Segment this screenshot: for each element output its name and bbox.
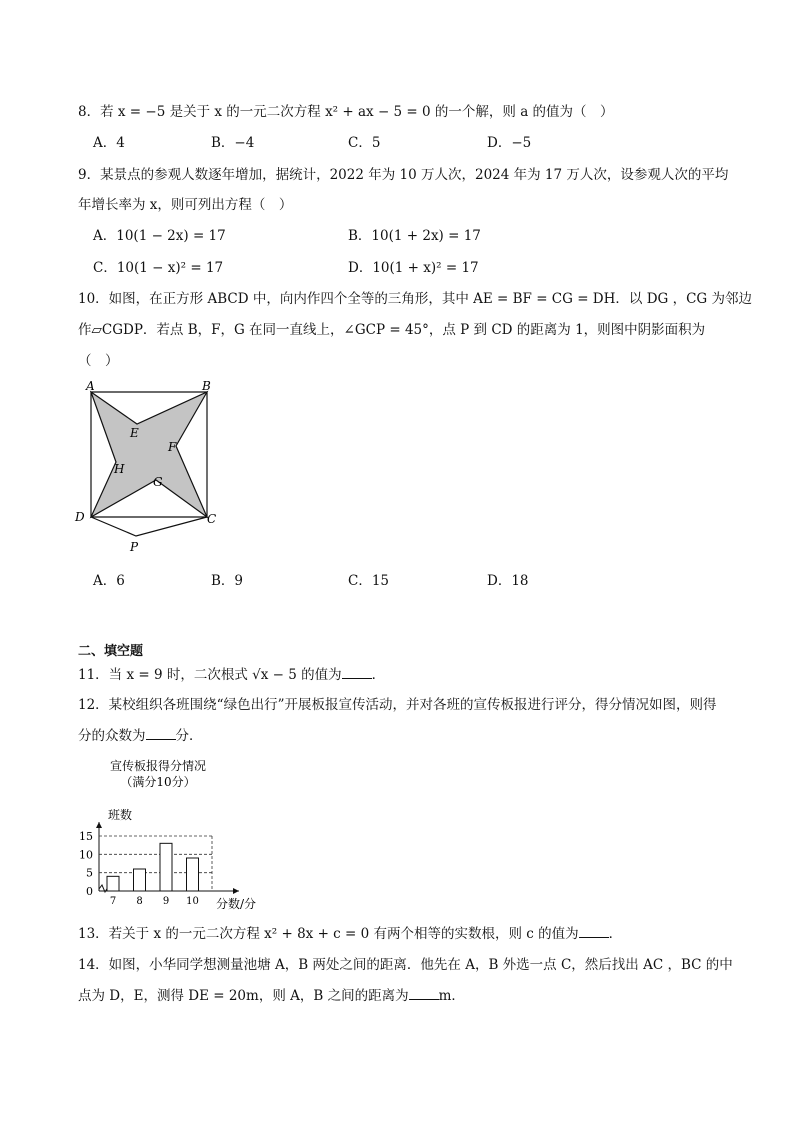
- q11-text: [78, 666, 385, 684]
- q9-option-a: A．10(1 − 2x) = 17: [93, 228, 226, 244]
- q12-line2: [78, 727, 203, 745]
- bar-chart: [72, 756, 272, 916]
- x-tick-label: 10: [186, 896, 199, 907]
- q12-line2-after: 分．: [175, 728, 203, 744]
- bar-10: [187, 858, 199, 891]
- q9-stem-line1: 9．某景点的参观人数逐年增加，据统计，2022 年为 10 万人次，2024 年为 17 万人次，设参观人次的平均: [78, 167, 729, 183]
- chart-subtitle: （满分10分）: [120, 775, 196, 789]
- y-tick-label: 0: [86, 885, 93, 898]
- q11-answer-blank[interactable]: [342, 666, 372, 679]
- q14-answer-blank[interactable]: [409, 987, 439, 1000]
- bar-7: [107, 876, 119, 891]
- q8-stem: 8．若 x = −5 是关于 x 的一元二次方程 x² + ax − 5 = 0 的一个解，则 a 的值为（ ）: [78, 104, 614, 120]
- q10-option-c: C．15: [348, 573, 390, 589]
- x-tick-label: 9: [162, 896, 170, 907]
- chart-xlabel: 分数/分: [216, 897, 257, 911]
- q14-line2-before: 点为 D，E，测得 DE = 20m，则 A，B 之间的距离为: [78, 988, 409, 1004]
- label-d: D: [75, 510, 85, 524]
- parallelogram-cgdp: [91, 517, 207, 536]
- q13-text-after: ．: [608, 926, 623, 942]
- q12-line2-before: 分的众数为: [78, 728, 146, 744]
- bar-9: [160, 843, 172, 891]
- q10-figure: [70, 380, 230, 555]
- y-axis-arrow: [96, 822, 102, 828]
- x-tick-label: 8: [136, 896, 143, 907]
- y-tick-label: 5: [86, 866, 93, 880]
- q14-line1: 14．如图，小华同学想测量池塘 A，B 两处之间的距离．他先在 A，B 外选一点 C，然后找出 AC ，BC 的中: [78, 957, 733, 973]
- section-title-fill-in: 二、填空题: [78, 644, 144, 659]
- q8-option-d: D．−5: [487, 135, 532, 151]
- x-axis-arrow: [233, 888, 239, 894]
- q10-option-a: A．6: [93, 573, 125, 589]
- q10-stem-line1: 10．如图，在正方形 ABCD 中，向内作四个全等的三角形，其中 AE = BF = CG = DH．以 DG ，CG 为邻边: [78, 291, 753, 307]
- label-e: E: [130, 426, 139, 440]
- label-c: C: [207, 512, 217, 526]
- chart-ylabel: 班数: [108, 808, 133, 822]
- x-tick-label: 7: [109, 896, 117, 907]
- label-f: F: [168, 440, 177, 454]
- q9-option-c: C．10(1 − x)² = 17: [93, 260, 224, 276]
- q8-option-c: C．5: [348, 135, 381, 151]
- label-h: H: [114, 462, 125, 476]
- chart-title: 宣传板报得分情况: [109, 759, 207, 773]
- q9-option-d: D．10(1 + x)² = 17: [348, 260, 479, 276]
- q13-text-before: 13．若关于 x 的一元二次方程 x² + 8x + c = 0 有两个相等的实数根，则 c 的值为: [78, 926, 579, 942]
- y-tick-label: 10: [79, 848, 93, 862]
- q13-text: [78, 925, 622, 943]
- q8-option-a: A．4: [93, 135, 125, 151]
- q9-stem-line2: 年增长率为 x，则可列出方程（ ）: [78, 197, 293, 213]
- q13-answer-blank[interactable]: [579, 925, 609, 938]
- label-a: A: [86, 380, 95, 393]
- q9-option-b: B．10(1 + 2x) = 17: [348, 228, 481, 244]
- q14-line2-after: m．: [438, 988, 465, 1004]
- bar-8: [134, 869, 146, 891]
- q10-option-d: D．18: [487, 573, 529, 589]
- q10-stem-line3: （ ）: [78, 353, 119, 369]
- label-g: G: [153, 475, 163, 489]
- q10-stem-line2: 作▱CGDP．若点 B，F，G 在同一直线上，∠GCP = 45°，点 P 到 CD 的距离为 1，则图中阴影面积为: [78, 322, 706, 338]
- q11-text-after: ．: [371, 667, 386, 683]
- q8-option-b: B．−4: [211, 135, 255, 151]
- q10-option-b: B．9: [211, 573, 244, 589]
- label-b: B: [202, 380, 211, 393]
- q14-line2: [78, 987, 465, 1005]
- q12-line1: 12．某校组织各班围绕“绿色出行”开展板报宣传活动，并对各班的宣传板报进行评分，得分情况如图，则得: [78, 697, 717, 713]
- shaded-star: [91, 392, 207, 517]
- y-tick-label: 15: [79, 830, 93, 843]
- q11-text-before: 11．当 x = 9 时，二次根式 √x − 5 的值为: [78, 667, 342, 683]
- q12-answer-blank[interactable]: [146, 727, 176, 740]
- label-p: P: [130, 540, 139, 554]
